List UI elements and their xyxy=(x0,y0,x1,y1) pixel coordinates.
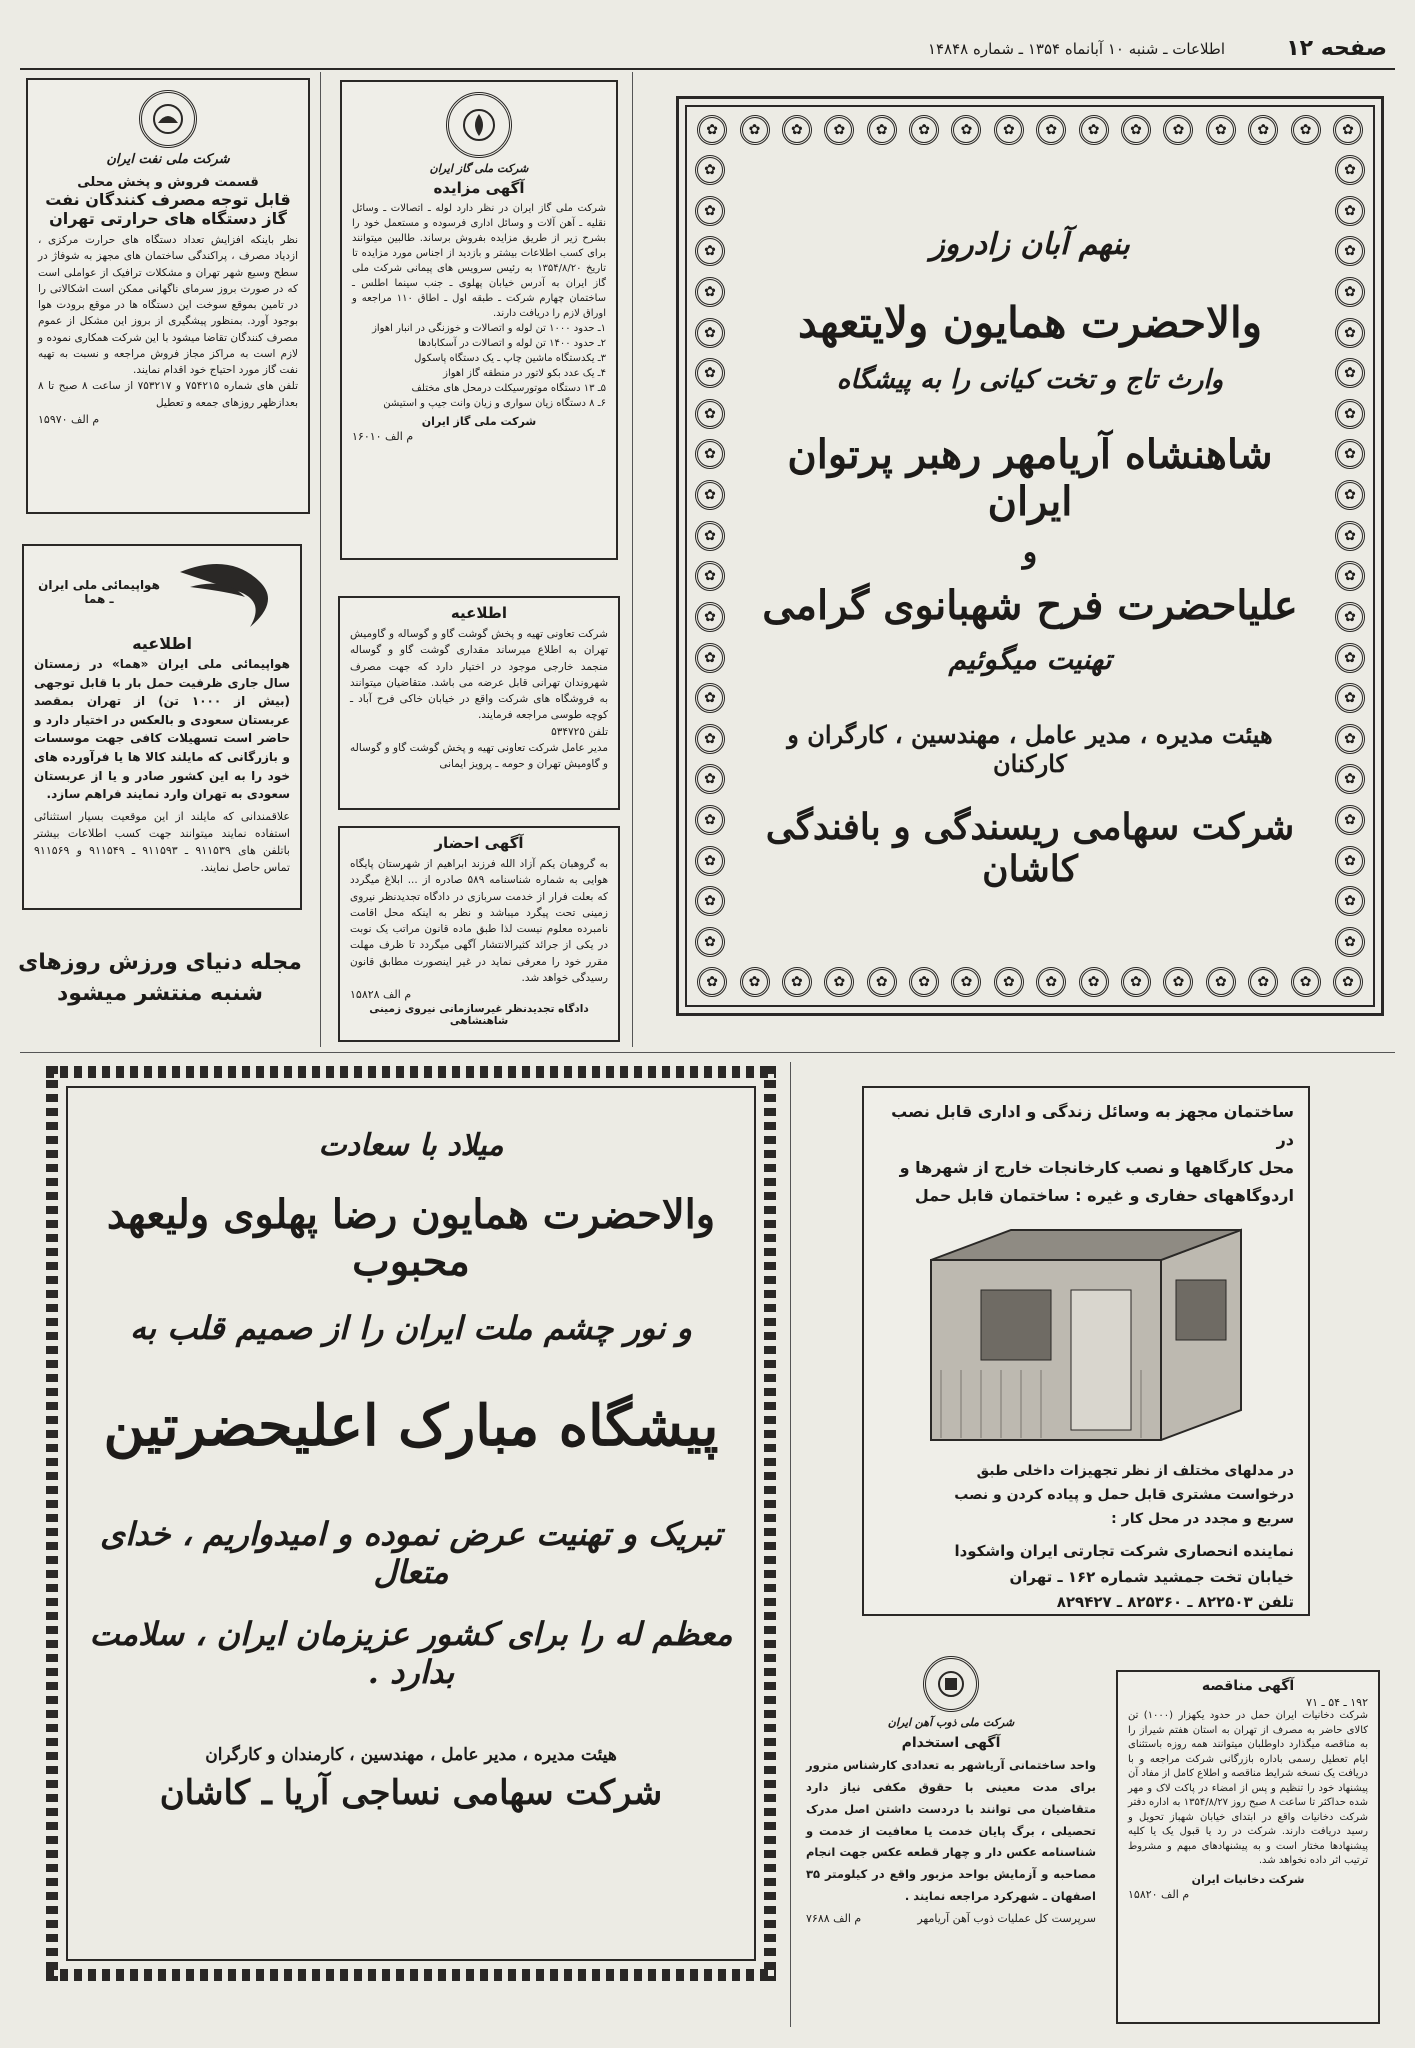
rosette-ornament: ✿ xyxy=(1335,480,1365,510)
section-divider xyxy=(20,1052,1395,1053)
rosette-ornament: ✿ xyxy=(1335,805,1365,835)
rosette-ornament: ✿ xyxy=(1335,846,1365,876)
rosette-ornament: ✿ xyxy=(867,115,897,145)
sports-note xyxy=(10,950,310,1030)
rosette-ornament: ✿ xyxy=(1121,115,1151,145)
arya-line-4: پیشگاه مبارک اعلیحضرتین xyxy=(103,1393,719,1459)
gas-ref: م الف ۱۶۰۱۰ xyxy=(352,430,414,443)
nioc-phones: تلفن های شماره ۷۵۴۲۱۵ و ۷۵۳۲۱۷ از ساعت ۸ صبح تا ۸ بعدازظهر روزهای جمعه و تعطیل xyxy=(38,380,299,409)
rosette-ornament: ✿ xyxy=(1121,967,1151,997)
sports-line-1: مجله دنیای ورزش روزهای xyxy=(18,950,302,975)
kashan-line-5: و xyxy=(1022,535,1038,570)
tobacco-ref: م الف ۱۵۸۲۰ xyxy=(1128,1887,1190,1901)
rosette-ornament: ✿ xyxy=(1335,318,1365,348)
building-contact xyxy=(864,1531,1308,1616)
rosette-ornament: ✿ xyxy=(1335,683,1365,713)
meat-phone: تلفن ۵۳۴۷۲۵ xyxy=(551,725,608,738)
building-address: خیابان تخت جمشید شماره ۱۶۲ ـ تهران xyxy=(1009,1567,1294,1586)
rosette-ornament: ✿ xyxy=(740,967,770,997)
rosette-ornament: ✿ xyxy=(740,115,770,145)
rosette-ornament: ✿ xyxy=(695,764,725,794)
steel-body: واحد ساختمانی آریاشهر به تعدادی کارشناس مترور برای مدت معینی با حقوق مکفی نیاز دارد متقاضیان می توانند با دردست داشتن اصل مدرک تحصیلی ، برگ پایان خدمت یا معافیت از خدمت و شناسنامه عکس دار و چهار قطعه عکس جهت انجام مصاحبه و آزمایش بواحد مزبور واقع در کیلومتر ۳۵ اصفهان ـ شهرکرد مراجعه نمایند . xyxy=(806,1758,1096,1904)
tobacco-code: ۱۹۲ ـ ۵۴ ـ ۷۱ xyxy=(1306,1696,1368,1709)
building-header-line: اردوگاههای حفاری و غیره : ساختمان قابل حمل xyxy=(914,1186,1294,1205)
chain-border-right xyxy=(764,1066,776,1981)
gas-logo xyxy=(446,92,512,158)
rosette-ornament: ✿ xyxy=(867,967,897,997)
gas-signature: شرکت ملی گاز ایران xyxy=(421,415,537,428)
steel-footer xyxy=(796,1908,1106,1929)
rosette-ornament: ✿ xyxy=(909,115,939,145)
nioc-headline-1: قابل توجه مصرف کنندگان نفت xyxy=(45,190,291,209)
kashan-line-2: والاحضرت همایون ولایتعهد xyxy=(798,298,1262,347)
steel-logo-icon xyxy=(936,1669,966,1699)
nioc-body: نظر باینکه افزایش تعداد دستگاه های حرارت مرکزی ، ازدیاد مصرف ، پراکندگی ساختمان های مجهز به شوفاژ در سطح وسیع شهر تهران و مشکلات ترافیک از عواملی است که در صورت بروز سرمای ناگهانی ممکن است اشکالاتی را در تامین بموقع سوخت این دستگاه ها در موقع برودت هوا بوجود آورد. بمنظور پیشگیری از بروز این مشکل از عموم مصرف کنندگان تقاضا میشود با این شرکت همکاری نموده و لازم است به مراکز مجاز فروش مراجعه و نسبت به تهیه نفت گاز مورد احتیاج خود اقدام نمایند. xyxy=(38,234,298,377)
gas-item: ۲ـ حدود ۱۴۰۰ تن لوله و اتصالات در آسکابادها xyxy=(418,338,606,349)
summons-ad xyxy=(338,826,620,1042)
airline-body: هواپیمائی ملی ایران «هما» در زمستان سال جاری ظرفیت حمل بار با قابل توجهی (بیش از ۱۰۰۰ تن) از تهران بمقصد عربستان سعودی و بالعکس در اختیار دارد و حاضر است تسهیلات کافی جهت موسسات و بازرگانی که مایلند کالا ها یا فرآورده های خود را به این کشور صادر و یا از عربستان سعودی به تهران وارد نمایند فراهم سازد. xyxy=(34,657,290,802)
rosette-ornament: ✿ xyxy=(1036,967,1066,997)
arya-inner-frame xyxy=(66,1086,756,1961)
issue-info: اطلاعات ـ شنبه ۱۰ آبانماه ۱۳۵۴ ـ شماره ۱۴۸۴۸ xyxy=(927,40,1225,58)
gas-logo-text: شرکت ملی گاز ایران xyxy=(429,162,529,175)
nioc-logo-icon xyxy=(152,103,184,135)
rosette-ornament: ✿ xyxy=(1335,155,1365,185)
nioc-ref: م الف ۱۵۹۷۰ xyxy=(38,412,100,426)
arya-line-2: والاحضرت همایون رضا پهلوی ولیعهد محبوب xyxy=(106,1191,716,1285)
building-desc-line: در مدلهای مختلف از نظر تجهیزات داخلی طبق xyxy=(976,1463,1294,1479)
column-divider xyxy=(632,72,633,1047)
rosette-ornament: ✿ xyxy=(1335,196,1365,226)
building-agent: نماینده انحصاری شرکت تجارتی ایران واشکودا xyxy=(954,1542,1294,1561)
meat-title: اطلاعیه xyxy=(450,604,508,622)
rosette-ornament: ✿ xyxy=(1248,967,1278,997)
rosette-ornament: ✿ xyxy=(1335,236,1365,266)
steel-signature: سرپرست کل عملیات ذوب آهن آریامهر xyxy=(917,1911,1096,1925)
rosette-ornament: ✿ xyxy=(695,643,725,673)
steel-ref: م الف ۷۶۸۸ xyxy=(806,1911,862,1925)
rosette-ornament: ✿ xyxy=(1333,115,1363,145)
building-header-line: ساختمان مجهز به وسائل زندگی و اداری قابل نصب در xyxy=(891,1102,1294,1149)
rosette-col-right xyxy=(1335,155,1365,957)
rosette-ornament: ✿ xyxy=(1333,967,1363,997)
arya-line-1: میلاد با سعادت xyxy=(318,1128,504,1163)
steel-title: آگهی استخدام xyxy=(901,1735,1001,1751)
building-desc-line: درخواست مشتری قابل حمل و پیاده کردن و نصب xyxy=(954,1486,1294,1503)
chain-border-bottom xyxy=(46,1969,776,1981)
rosette-ornament: ✿ xyxy=(1291,115,1321,145)
summons-signature: دادگاه تجدیدنظر غیرسازمانی نیروی زمینی شاهنشاهی xyxy=(369,1003,589,1028)
homa-bird-icon xyxy=(170,552,290,632)
kashan-line-9: شرکت سهامی ریسندگی و بافندگی کاشان xyxy=(765,806,1295,890)
nioc-ad xyxy=(26,78,310,514)
page-number: صفحه ۱۲ xyxy=(1286,36,1387,61)
rosette-ornament: ✿ xyxy=(695,561,725,591)
gas-body: شرکت ملی گاز ایران در نظر دارد لوله ـ اتصالات ـ وسائل نقلیه ـ آهن آلات و وسائل اداری فرسوده و مستعمل خود را بشرح زیر از طریق مزایده بفروش برساند. طالبین میتوانند برای کسب اطلاعات بیشتر و بازدید از اجناس مورد مزایده تا تاریخ ۱۳۵۴/۸/۲۰ به رئیس سرویس های پیمانی شرکت ملی گاز ایران به آدرس خیابان پهلوی ـ جنب سینما اطلس ـ ساختمان چهارم شرکت ـ طبقه اول ـ اطاق ۱۱۰ مراجعه و اوراق لازم را دریافت دارند. xyxy=(352,203,607,319)
meat-ad xyxy=(338,596,620,810)
kashan-line-8: هیئت مدیره ، مدیر عامل ، مهندسین ، کارگران و کارکنان xyxy=(787,720,1273,778)
rosette-ornament: ✿ xyxy=(695,399,725,429)
gas-item-list xyxy=(342,321,616,411)
rosette-ornament: ✿ xyxy=(1335,399,1365,429)
rosette-ornament: ✿ xyxy=(695,805,725,835)
rosette-ornament: ✿ xyxy=(1291,967,1321,997)
rosette-ornament: ✿ xyxy=(1206,115,1236,145)
rosette-row-top xyxy=(697,115,1363,145)
rosette-ornament: ✿ xyxy=(695,886,725,916)
rosette-ornament: ✿ xyxy=(695,155,725,185)
arya-line-3: و نور چشم ملت ایران را از صمیم قلب به xyxy=(130,1309,692,1347)
gas-auction-ad xyxy=(340,80,618,560)
rosette-ornament: ✿ xyxy=(695,196,725,226)
rosette-ornament: ✿ xyxy=(1079,115,1109,145)
rosette-ornament: ✿ xyxy=(951,967,981,997)
meat-body: شرکت تعاونی تهیه و پخش گوشت گاو و گوساله و گاومیش تهران به اطلاع میرساند مقداری گوشت گاو و گوساله منجمد خارجی موجود در اختیار دارد که جهت مصرف شهروندان تهرانی قابل عرضه می باشد. متقاضیان میتوانند به فروشگاه های شرکت واقع در خیابان خاکی فرح آباد ـ کوچه طوسی مراجعه فرمایند. xyxy=(350,628,608,722)
rosette-ornament: ✿ xyxy=(909,967,939,997)
rosette-ornament: ✿ xyxy=(1335,724,1365,754)
rosette-ornament: ✿ xyxy=(695,927,725,957)
kashan-line-7: تهنیت میگوئیم xyxy=(948,643,1112,676)
rosette-ornament: ✿ xyxy=(1206,967,1236,997)
tobacco-title: آگهی مناقصه xyxy=(1201,1678,1295,1694)
rosette-ornament: ✿ xyxy=(782,115,812,145)
kashan-line-3: وارث تاج و تخت کیانی را به پیشگاه xyxy=(836,365,1224,395)
building-desc-line: سریع و مجدد در محل کار : xyxy=(1111,1510,1294,1527)
nioc-headline-2: گاز دستگاه های حرارتی تهران xyxy=(49,209,287,228)
rosette-ornament: ✿ xyxy=(697,115,727,145)
rosette-ornament: ✿ xyxy=(695,236,725,266)
airline-ad xyxy=(22,544,302,910)
gas-logo-icon xyxy=(461,107,497,143)
arya-line-7: هیئت مدیره ، مدیر عامل ، مهندسین ، کارمندان و کارگران xyxy=(205,1745,617,1765)
tobacco-signature: شرکت دخانیات ایران xyxy=(1191,1872,1305,1886)
rosette-ornament: ✿ xyxy=(695,277,725,307)
rosette-ornament: ✿ xyxy=(994,967,1024,997)
rosette-ornament: ✿ xyxy=(695,480,725,510)
arya-line-6: معظم له را برای کشور عزیزمان ایران ، سلامت بدارد . xyxy=(89,1615,733,1691)
rosette-ornament: ✿ xyxy=(695,846,725,876)
rosette-ornament: ✿ xyxy=(695,521,725,551)
nioc-department: قسمت فروش و پخش محلی xyxy=(77,175,259,190)
rosette-ornament: ✿ xyxy=(1163,967,1193,997)
gas-item: ۵ـ ۱۳ دستگاه موتورسیکلت درمحل های مختلف xyxy=(411,383,606,394)
building-desc xyxy=(864,1460,1308,1531)
steel-logo-text: شرکت ملی ذوب آهن ایران xyxy=(887,1716,1015,1729)
arya-line-8: شرکت سهامی نساجی آریا ـ کاشان xyxy=(159,1773,663,1813)
gas-title: آگهی مزایده xyxy=(433,179,525,197)
rosette-ornament: ✿ xyxy=(695,602,725,632)
kashan-ad xyxy=(676,96,1384,1016)
rosette-ornament: ✿ xyxy=(695,724,725,754)
rosette-ornament: ✿ xyxy=(1335,764,1365,794)
kashan-line-1: بنهم آبان زادروز xyxy=(930,227,1130,262)
kashan-text xyxy=(747,167,1313,945)
gas-item: ۶ـ ۸ دستگاه زیان سواری و زیان وانت جیپ و استیشن xyxy=(383,398,606,409)
kashan-frame xyxy=(685,105,1375,1007)
rosette-ornament: ✿ xyxy=(994,115,1024,145)
rosette-ornament: ✿ xyxy=(1335,358,1365,388)
rosette-ornament: ✿ xyxy=(1335,927,1365,957)
meat-signature: مدیر عامل شرکت تعاونی تهیه و پخش گوشت گاو و گوساله و گاومیش تهران و حومه ـ پرویز ایمانی xyxy=(350,741,608,771)
building-header-line: محل کارگاهها و نصب کارخانجات خارج از شهرها و xyxy=(899,1158,1294,1177)
rosette-ornament: ✿ xyxy=(1335,277,1365,307)
rosette-ornament: ✿ xyxy=(695,683,725,713)
rosette-ornament: ✿ xyxy=(695,358,725,388)
summons-ref: م الف ۱۵۸۲۸ xyxy=(350,988,412,1002)
chain-border-top xyxy=(46,1066,776,1078)
rosette-ornament: ✿ xyxy=(1248,115,1278,145)
rosette-ornament: ✿ xyxy=(1335,439,1365,469)
rosette-ornament: ✿ xyxy=(1335,643,1365,673)
summons-title: آگهی احضار xyxy=(434,834,524,852)
steel-logo xyxy=(923,1656,979,1712)
rosette-ornament: ✿ xyxy=(695,439,725,469)
tobacco-tender-ad xyxy=(1116,1670,1380,2024)
airline-contact: علاقمندانی که مایلند از این موقعیت بسیار استثنائی استفاده نمایند میتوانند جهت کسب اطلاعات بیشتر باتلفن های ۹۱۱۵۳۹ ـ ۹۱۱۵۹۳ ـ ۹۱۱۵۴۹ و ۹۱۱۵۶۹ تماس حاصل نمایند. xyxy=(34,809,290,874)
rosette-ornament: ✿ xyxy=(697,967,727,997)
portable-building-ad xyxy=(862,1086,1310,1616)
building-header xyxy=(864,1088,1308,1210)
nioc-logo-text: شرکت ملی نفت ایران xyxy=(106,152,230,167)
rosette-ornament: ✿ xyxy=(1036,115,1066,145)
tobacco-body: شرکت دخانیات ایران حمل در حدود یکهزار (۱۰۰۰) تن کالای حاضر به مصرف از تهران به استان هفتم شیراز را به مناقصه میگذارد داوطلبان میتوانند همه روزه باستثنای ایام تعطیل رسمی باداره بازرگانی شرکت مراجعه و با دریافت یک نسخه شرایط مناقصه و اطلاع کامل از مفاد آن پیشنهاد خود را تنظیم و پس از امضاء در پاکت لاک و مهر شده حداکثر تا ساعت ۸ صبح روز ۱۳۵۴/۸/۲۷ به اداره دفتر شرکت دخانیات واقع در ابتدای خیابان شهباز تحویل و رسید دریافت دارند. شرکت در رد یا قبول یک یا کلیه پیشنهادها مختار است و به پیشنهادهای مبهم و مشروط ترتیب اثر داده نخواهد شد. xyxy=(1128,1710,1368,1866)
rosette-row-bottom xyxy=(697,967,1363,997)
gas-item: ۳ـ یکدستگاه ماشین چاپ ـ یک دستگاه پاسکول xyxy=(414,353,606,364)
rosette-ornament: ✿ xyxy=(695,318,725,348)
arya-ad xyxy=(46,1066,776,1981)
airline-title: اطلاعیه xyxy=(132,634,192,653)
gas-item: ۱ـ حدود ۱۰۰۰ تن لوله و اتصالات و خوزنگی در انبار اهواز xyxy=(372,323,606,334)
rosette-ornament: ✿ xyxy=(1335,521,1365,551)
rosette-ornament: ✿ xyxy=(951,115,981,145)
sports-line-2: شنبه منتشر میشود xyxy=(57,981,263,1006)
rosette-ornament: ✿ xyxy=(1163,115,1193,145)
airline-logo-text: هواپیمائی ملی ایران ـ هما xyxy=(38,578,160,606)
rosette-ornament: ✿ xyxy=(1079,967,1109,997)
kashan-line-4: شاهنشاه آریامهر رهبر پرتوان ایران xyxy=(787,431,1273,525)
column-divider xyxy=(320,72,321,1047)
rosette-col-left xyxy=(695,155,725,957)
rosette-ornament: ✿ xyxy=(824,967,854,997)
column-divider xyxy=(790,1062,791,2027)
kashan-line-6: علیاحضرت فرح شهبانوی گرامی xyxy=(762,582,1298,629)
masthead xyxy=(20,30,1395,70)
rosette-ornament: ✿ xyxy=(1335,886,1365,916)
arya-line-5: تبریک و تهنیت عرض نموده و امیدواریم ، خدای متعال xyxy=(100,1515,722,1591)
portable-building-photo xyxy=(921,1220,1251,1450)
rosette-ornament: ✿ xyxy=(824,115,854,145)
gas-item: ۴ـ یک عدد بکو لاتور در منطقه گاز اهواز xyxy=(443,368,606,379)
steel-employment-ad xyxy=(796,1650,1106,2030)
chain-border-left xyxy=(46,1066,58,1981)
rosette-ornament: ✿ xyxy=(782,967,812,997)
rosette-ornament: ✿ xyxy=(1335,561,1365,591)
building-phone: تلفن ۸۲۲۵۰۳ ـ ۸۲۵۳۶۰ ـ ۸۲۹۴۲۷ xyxy=(1056,1593,1294,1612)
nioc-logo xyxy=(139,90,197,148)
rosette-ornament: ✿ xyxy=(1335,602,1365,632)
summons-body: به گروهبان یکم آزاد الله فرزند ابراهیم از شهرستان پایگاه هوایی به شماره شناسنامه ۵۸۹ صادره از ... ابلاغ میگردد که بعلت فرار از خدمت سربازی در دادگاه تجدیدنظر نیروی زمینی تحت پیگرد میباشد و نظر به اینکه محل اقامت نامبرده معلوم نیست لذا طبق ماده قانون مراتب یک نوبت در یکی از جرائد کثیرالانتشار آگهی میگردد تا ظرف مهلت مقرر خود را معرفی نماید در غیر اینصورت مطابق قانون رسیدگی خواهد شد. xyxy=(350,858,608,984)
